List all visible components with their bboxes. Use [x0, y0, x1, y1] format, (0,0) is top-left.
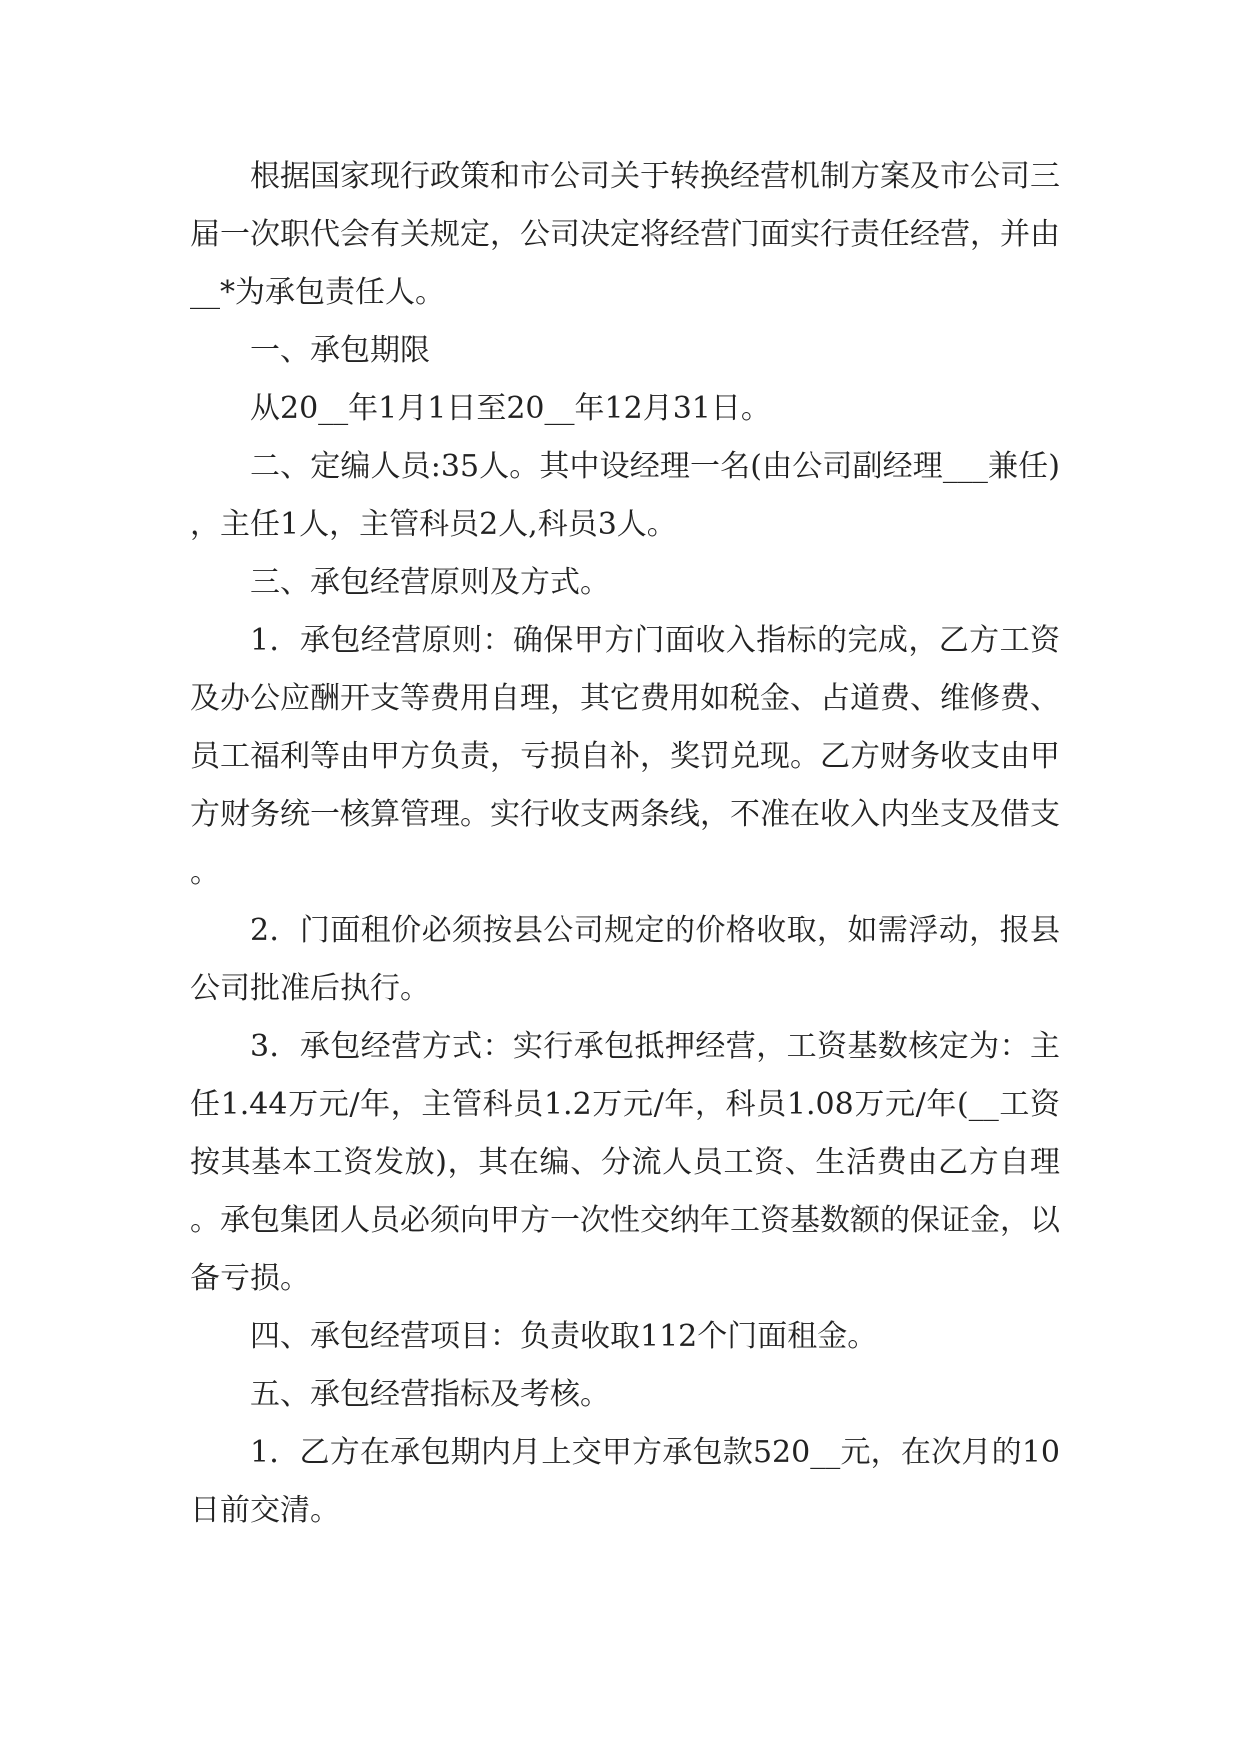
paragraph-principle-3: 3．承包经营方式：实行承包抵押经营，工资基数核定为：主任1.44万元/年，主管科员1.2万元/年，科员1.08万元/年(__工资按其基本工资发放)，其在编、分流人员工资、生活费由乙方自理。承包集团人员必须向甲方一次性交纳年工资基数额的保证金，以备亏损。 — [190, 1029, 1060, 1296]
heading-indicators: 五、承包经营指标及考核。 — [250, 1377, 610, 1412]
heading-contract-period: 一、承包期限 — [250, 333, 430, 368]
paragraph-staffing: 二、定编人员:35人。其中设经理一名(由公司副经理___兼任)，主任1人，主管科员2人,科员3人。 — [190, 449, 1060, 542]
heading-principles: 三、承包经营原则及方式。 — [250, 565, 610, 600]
paragraph-principle-2: 2．门面租价必须按县公司规定的价格收取，如需浮动，报县公司批准后执行。 — [190, 913, 1060, 1006]
paragraph-contract-period: 从20__年1月1日至20__年12月31日。 — [250, 391, 771, 426]
paragraph-principle-1: 1．承包经营原则：确保甲方门面收入指标的完成，乙方工资及办公应酬开支等费用自理，其它费用如税金、占道费、维修费、员工福利等由甲方负责，亏损自补，奖罚兑现。乙方财务收支由甲方财务统一核算管理。实行收支两条线，不准在收入内坐支及借支。 — [190, 623, 1060, 890]
paragraph-business-items: 四、承包经营项目：负责收取112个门面租金。 — [250, 1319, 878, 1354]
paragraph-indicator-1: 1．乙方在承包期内月上交甲方承包款520__元，在次月的10日前交清。 — [190, 1435, 1060, 1528]
document-page — [190, 148, 1060, 1540]
paragraph-intro: 根据国家现行政策和市公司关于转换经营机制方案及市公司三届一次职代会有关规定，公司决定将经营门面实行责任经营，并由__*为承包责任人。 — [190, 159, 1060, 310]
